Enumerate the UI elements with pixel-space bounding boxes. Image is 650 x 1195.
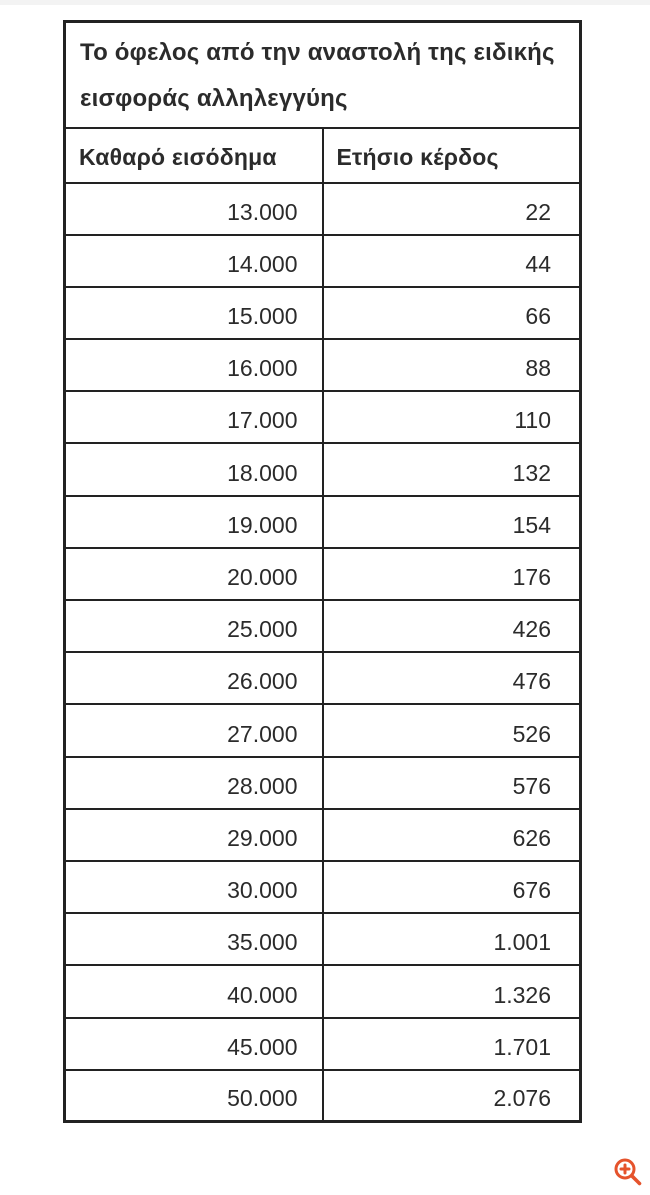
column-header-net-income: Καθαρό εισόδημα	[65, 128, 323, 183]
table-row	[65, 913, 581, 965]
annual-gain-cell: 2.076	[323, 1070, 581, 1122]
annual-gain-cell: 88	[323, 339, 581, 391]
table-row	[65, 548, 581, 600]
annual-gain-cell: 1.326	[323, 965, 581, 1017]
net-income-cell: 28.000	[65, 757, 323, 809]
annual-gain-cell: 132	[323, 443, 581, 495]
header-row	[65, 128, 581, 183]
net-income-cell: 30.000	[65, 861, 323, 913]
annual-gain-cell: 1.001	[323, 913, 581, 965]
table-row	[65, 704, 581, 756]
table-body	[65, 183, 581, 1122]
table-row	[65, 1070, 581, 1122]
table-row	[65, 861, 581, 913]
annual-gain-cell: 22	[323, 183, 581, 235]
table-row	[65, 757, 581, 809]
net-income-cell: 18.000	[65, 443, 323, 495]
table-row	[65, 496, 581, 548]
net-income-cell: 20.000	[65, 548, 323, 600]
annual-gain-cell: 676	[323, 861, 581, 913]
title-row	[65, 22, 581, 128]
table-row	[65, 339, 581, 391]
annual-gain-cell: 154	[323, 496, 581, 548]
table-title: Το όφελος από την αναστολή της ειδικής εισφοράς αλληλεγγύης	[65, 22, 581, 128]
table-row	[65, 287, 581, 339]
annual-gain-cell: 576	[323, 757, 581, 809]
annual-gain-cell: 526	[323, 704, 581, 756]
table-row	[65, 443, 581, 495]
net-income-cell: 26.000	[65, 652, 323, 704]
net-income-cell: 40.000	[65, 965, 323, 1017]
net-income-cell: 50.000	[65, 1070, 323, 1122]
zoom-in-button[interactable]	[611, 1155, 645, 1189]
annual-gain-cell: 66	[323, 287, 581, 339]
column-header-annual-gain: Ετήσιο κέρδος	[323, 128, 581, 183]
net-income-cell: 16.000	[65, 339, 323, 391]
table-row	[65, 391, 581, 443]
table-row	[65, 183, 581, 235]
table-row	[65, 965, 581, 1017]
net-income-cell: 45.000	[65, 1018, 323, 1070]
annual-gain-cell: 426	[323, 600, 581, 652]
net-income-cell: 35.000	[65, 913, 323, 965]
net-income-cell: 29.000	[65, 809, 323, 861]
net-income-cell: 15.000	[65, 287, 323, 339]
table-row	[65, 600, 581, 652]
table-row	[65, 652, 581, 704]
net-income-cell: 14.000	[65, 235, 323, 287]
net-income-cell: 19.000	[65, 496, 323, 548]
net-income-cell: 17.000	[65, 391, 323, 443]
annual-gain-cell: 110	[323, 391, 581, 443]
table-row	[65, 235, 581, 287]
annual-gain-cell: 626	[323, 809, 581, 861]
table-row	[65, 809, 581, 861]
solidarity-benefit-table	[63, 20, 582, 1123]
top-strip	[0, 0, 650, 5]
net-income-cell: 13.000	[65, 183, 323, 235]
net-income-cell: 25.000	[65, 600, 323, 652]
annual-gain-cell: 44	[323, 235, 581, 287]
annual-gain-cell: 1.701	[323, 1018, 581, 1070]
table-row	[65, 1018, 581, 1070]
zoom-in-icon	[612, 1156, 644, 1188]
annual-gain-cell: 476	[323, 652, 581, 704]
net-income-cell: 27.000	[65, 704, 323, 756]
annual-gain-cell: 176	[323, 548, 581, 600]
